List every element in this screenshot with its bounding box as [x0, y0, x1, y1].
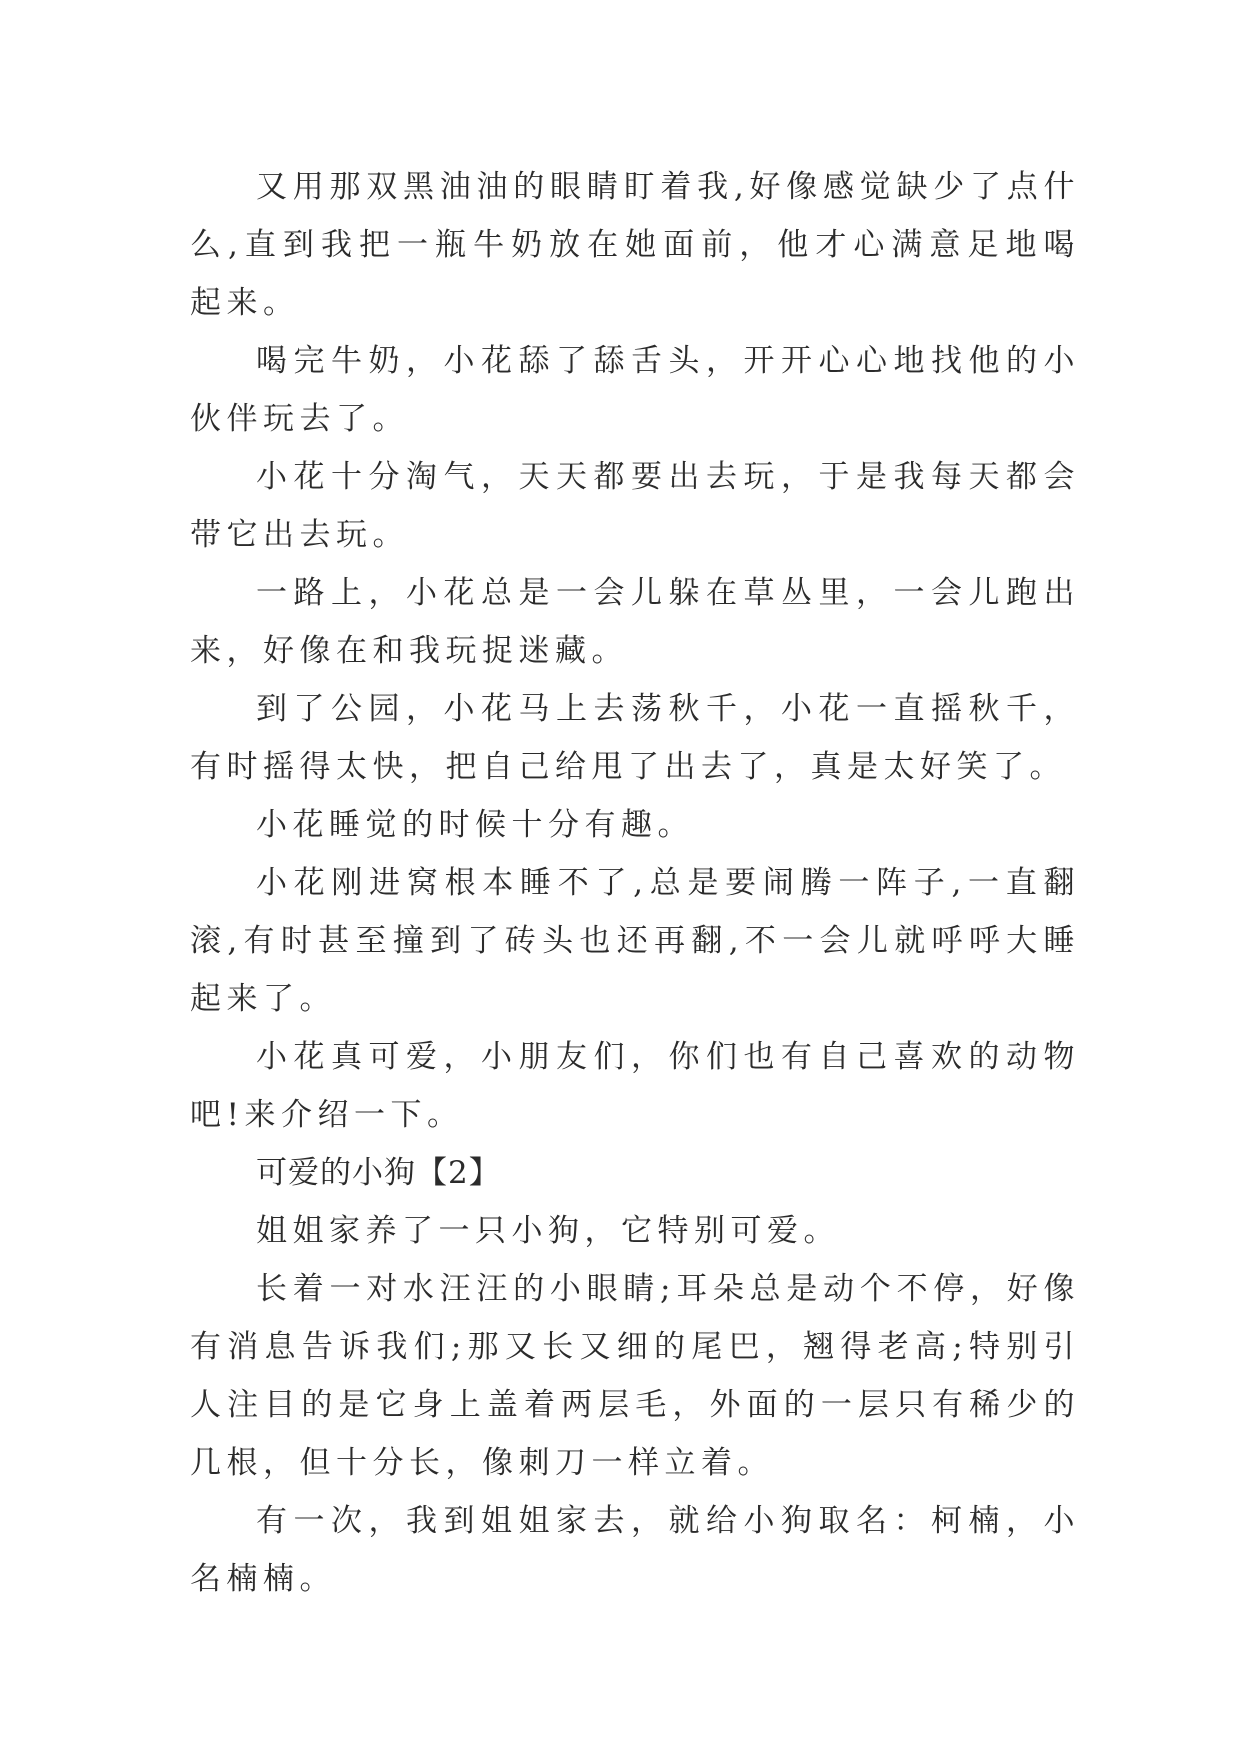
paragraph: 长着一对水汪汪的小眼睛;耳朵总是动个不停，好像有消息告诉我们;那又长又细的尾巴，翘得老高;特别引人注目的是它身上盖着两层毛，外面的一层只有稀少的几根，但十分长，像刺刀一样立着。: [190, 1271, 1080, 1481]
paragraph: 小花睡觉的时候十分有趣。: [256, 807, 694, 843]
paragraph: 一路上，小花总是一会儿躲在草丛里，一会儿跑出来，好像在和我玩捉迷藏。: [190, 575, 1080, 669]
section-heading: 可爱的小狗【2】: [256, 1155, 501, 1191]
article-body: [190, 158, 1080, 1608]
paragraph: 又用那双黑油油的眼睛盯着我,好像感觉缺少了点什么,直到我把一瓶牛奶放在她面前，他才心满意足地喝起来。: [190, 169, 1080, 321]
paragraph: 小花十分淘气，天天都要出去玩，于是我每天都会带它出去玩。: [190, 459, 1080, 553]
paragraph: 小花刚进窝根本睡不了,总是要闹腾一阵子,一直翻滚,有时甚至撞到了砖头也还再翻,不一会儿就呼呼大睡起来了。: [190, 865, 1080, 1017]
paragraph: 姐姐家养了一只小狗，它特别可爱。: [256, 1213, 840, 1249]
paragraph: 到了公园，小花马上去荡秋千，小花一直摇秋千，有时摇得太快，把自己给甩了出去了，真是太好笑了。: [190, 691, 1080, 785]
paragraph: 小花真可爱，小朋友们，你们也有自己喜欢的动物吧!来介绍一下。: [190, 1039, 1080, 1133]
paragraph: 喝完牛奶，小花舔了舔舌头，开开心心地找他的小伙伴玩去了。: [190, 343, 1080, 437]
paragraph: 有一次，我到姐姐家去，就给小狗取名：柯楠，小名楠楠。: [190, 1503, 1080, 1597]
